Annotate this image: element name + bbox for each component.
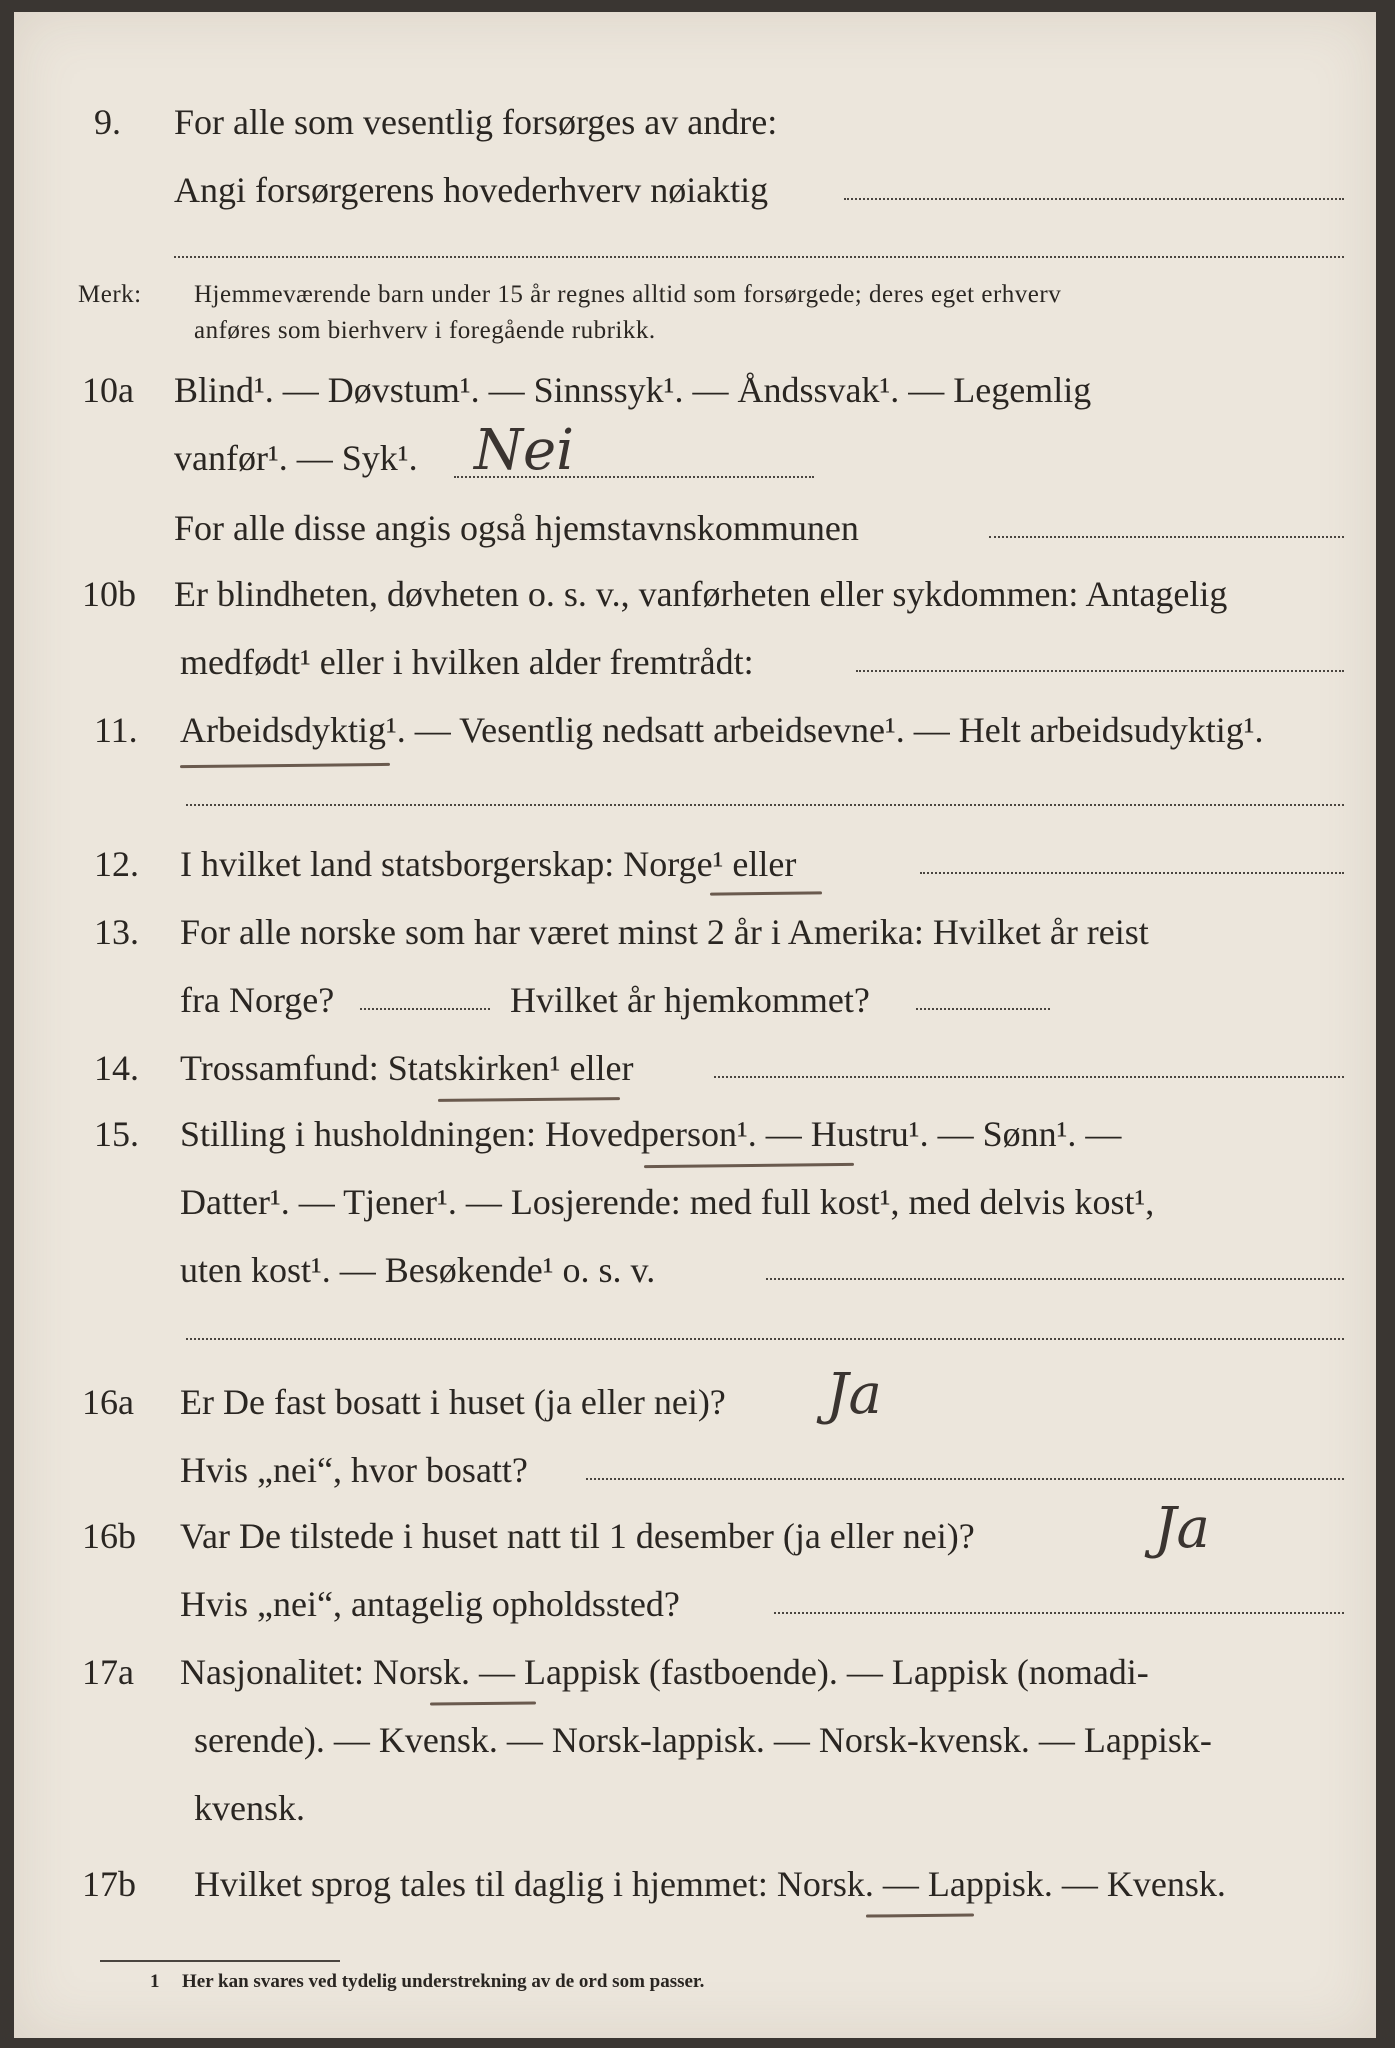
- q14-number: 14.: [94, 1048, 139, 1088]
- q17a-number: 17a: [82, 1652, 134, 1692]
- merk-text: Hjemmeværende barn under 15 år regnes alltid som forsørgede; deres eget erhverv: [194, 281, 1062, 308]
- q13-text-2b: Hvilket år hjemkommet?: [510, 980, 870, 1020]
- q17b-answer-underline: [866, 1913, 974, 1917]
- q11-answer-line[interactable]: [186, 804, 1344, 806]
- q10a-answer-line[interactable]: [454, 476, 814, 478]
- footnote-text: Her kan svares ved tydelig understrekning av de ord som passer.: [182, 1971, 705, 1992]
- q11-text: Arbeidsdyktig¹. — Vesentlig nedsatt arbeidsevne¹. — Helt arbeidsudyktig¹.: [180, 710, 1264, 750]
- q9-text: For alle som vesentlig forsørges av andre:: [174, 102, 778, 142]
- q10a-handwritten-answer: Nei: [474, 418, 575, 483]
- q17b-number: 17b: [82, 1864, 136, 1904]
- census-form-page: [14, 12, 1376, 2038]
- q10b-text-2: medfødt¹ eller i hvilken alder fremtrådt:: [180, 642, 754, 682]
- q13-year-left-line[interactable]: [360, 1008, 490, 1010]
- q10a-number: 10a: [82, 370, 134, 410]
- q16a-handwritten-answer: Ja: [826, 1362, 882, 1427]
- footnote-rule: [100, 1960, 340, 1962]
- q9-text-2: Angi forsørgerens hovederhverv nøiaktig: [174, 170, 769, 210]
- q14-answer-line[interactable]: [714, 1076, 1344, 1078]
- q9-answer-line-2[interactable]: [174, 256, 1344, 258]
- q15-text: Stilling i husholdningen: Hovedperson¹. — Hustru¹. — Sønn¹. —: [180, 1114, 1122, 1154]
- q16a-number: 16a: [82, 1382, 134, 1422]
- merk-text-2: anføres som bierhverv i foregående rubrikk.: [194, 317, 656, 344]
- q15-number: 15.: [94, 1114, 139, 1154]
- q16a-text-2: Hvis „nei“, hvor bosatt?: [180, 1450, 528, 1490]
- q17a-answer-underline: [430, 1701, 536, 1705]
- q13-text: For alle norske som har været minst 2 år i Amerika: Hvilket år reist: [180, 912, 1149, 952]
- q13-number: 13.: [94, 912, 139, 952]
- q11-answer-underline: [180, 763, 390, 768]
- q15-text-2: Datter¹. — Tjener¹. — Losjerende: med full kost¹, med delvis kost¹,: [180, 1182, 1155, 1222]
- q13-text-2a: fra Norge?: [180, 980, 335, 1020]
- q11-number: 11.: [94, 710, 138, 750]
- q17a-text-2: serende). — Kvensk. — Norsk-lappisk. — Norsk-kvensk. — Lappisk-: [194, 1720, 1212, 1760]
- q16b-text-2: Hvis „nei“, antagelig opholdssted?: [180, 1584, 680, 1624]
- q16b-number: 16b: [82, 1516, 136, 1556]
- q16a-answer-line[interactable]: [586, 1478, 1344, 1480]
- q14-text: Trossamfund: Statskirken¹ eller: [180, 1048, 634, 1088]
- q10b-number: 10b: [82, 574, 136, 614]
- merk-label: Merk:: [78, 281, 142, 308]
- q16a-text: Er De fast bosatt i huset (ja eller nei)?: [180, 1382, 726, 1422]
- q13-year-returned-line[interactable]: [916, 1008, 1050, 1010]
- q12-answer-underline: [710, 891, 822, 895]
- q10a-text-2: vanfør¹. — Syk¹.: [174, 438, 418, 478]
- q15-text-3: uten kost¹. — Besøkende¹ o. s. v.: [180, 1250, 656, 1290]
- q10a-text-3: For alle disse angis også hjemstavnskommunen: [174, 508, 859, 548]
- q16b-handwritten-answer: Ja: [1154, 1496, 1210, 1561]
- q15-answer-underline: [644, 1163, 854, 1168]
- q17a-text-3: kvensk.: [194, 1788, 305, 1828]
- q17a-text: Nasjonalitet: Norsk. — Lappisk (fastboende). — Lappisk (nomadi-: [180, 1652, 1149, 1692]
- footnote-mark: 1: [150, 1971, 160, 1992]
- q10a-text: Blind¹. — Døvstum¹. — Sinnssyk¹. — Åndssvak¹. — Legemlig: [174, 370, 1092, 410]
- q9-number: 9.: [94, 102, 121, 142]
- q12-number: 12.: [94, 844, 139, 884]
- q14-answer-underline: [438, 1097, 620, 1102]
- q10a-answer-line-2[interactable]: [989, 536, 1344, 538]
- q15-answer-line[interactable]: [766, 1278, 1344, 1280]
- q17b-text: Hvilket sprog tales til daglig i hjemmet: Norsk. — Lappisk. — Kvensk.: [194, 1864, 1226, 1904]
- q15-answer-line-2[interactable]: [186, 1338, 1344, 1340]
- q9-answer-line[interactable]: [844, 198, 1344, 200]
- q16b-answer-line[interactable]: [774, 1612, 1344, 1614]
- q12-answer-line[interactable]: [920, 872, 1344, 874]
- q16b-text: Var De tilstede i huset natt til 1 desember (ja eller nei)?: [180, 1516, 975, 1556]
- q10b-answer-line[interactable]: [856, 670, 1344, 672]
- q12-text: I hvilket land statsborgerskap: Norge¹ eller: [180, 844, 797, 884]
- q10b-text: Er blindheten, døvheten o. s. v., vanførheten eller sykdommen: Antagelig: [174, 574, 1228, 614]
